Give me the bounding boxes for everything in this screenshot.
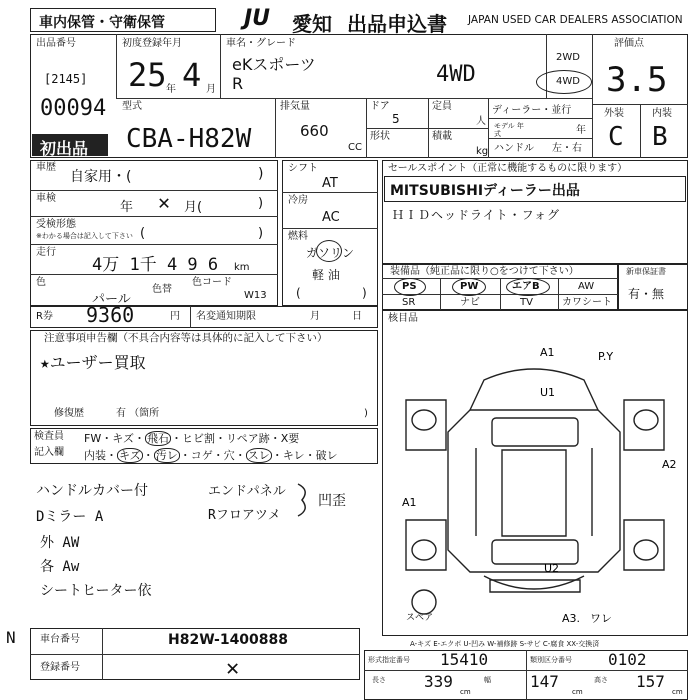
- damage-mark-crack: ワレ: [590, 612, 612, 625]
- inspection-close: ): [258, 196, 264, 211]
- vehicle-grade: R: [232, 74, 244, 93]
- lot-number: 00094: [40, 96, 107, 121]
- inspector-label-2: 記入欄: [34, 447, 64, 458]
- repair-close: ): [364, 408, 368, 419]
- chassis-label: 車台番号: [40, 634, 80, 645]
- inspector-row2-c1: キズ: [119, 449, 141, 462]
- repair-label: 修復歴: [54, 408, 84, 419]
- damage-mark-a3: A3.: [562, 612, 581, 625]
- cooler-value: AC: [322, 210, 340, 225]
- sales-points-line2: ＨＩＤヘッドライト・フォグ: [392, 208, 561, 222]
- rating-score: 3.5: [606, 60, 668, 100]
- doors-label: ドア: [370, 101, 390, 112]
- color-code: W13: [244, 290, 267, 301]
- cc-unit: CC: [348, 142, 362, 153]
- registration-year-unit: 年: [166, 84, 176, 95]
- acceptance-label: 受検形態: [36, 219, 76, 230]
- person-unit: 人: [476, 116, 486, 127]
- shape-label: 形状: [370, 131, 390, 142]
- new-warranty-label: 新車保証書: [626, 267, 666, 276]
- mileage-label: 走行: [36, 247, 56, 258]
- repair-value: 有 （箇所: [116, 408, 160, 419]
- color-code-label: 色コード: [192, 277, 232, 288]
- model-year-unit: 年: [576, 125, 586, 136]
- height-value: 157: [636, 672, 665, 691]
- load-label: 積載: [432, 131, 452, 142]
- car-damage-diagram: [384, 340, 686, 636]
- history-value: 自家用・(: [70, 169, 132, 185]
- chassis-side-mark: N: [6, 628, 16, 647]
- rating-interior: B: [652, 122, 668, 152]
- lot-label: 出品番号: [36, 38, 76, 49]
- handwritten-left-4: 各 Aw: [40, 559, 80, 575]
- sales-points-line1: MITSUBISHIディーラー出品: [390, 183, 580, 199]
- fuel-paren-open: (: [296, 286, 301, 300]
- handle-value: 左・右: [552, 143, 582, 154]
- mileage-value: 4万 1千 4 9 6: [92, 255, 219, 275]
- history-label: 車歴: [36, 162, 56, 173]
- rating-exterior-label: 外装: [604, 108, 624, 119]
- damage-legend: A-キズ E-エクボ U-凹み W-補修跡 S-サビ C-腐食 XX-交換済: [410, 640, 600, 648]
- inspector-label-1: 検査員: [34, 431, 64, 442]
- height-unit: cm: [672, 688, 683, 696]
- notes-line1: ★ユーザー買取: [40, 353, 146, 372]
- category-value: 0102: [608, 650, 647, 669]
- inspection-mark: ✕: [158, 190, 171, 214]
- handwritten-bracket: [296, 480, 318, 520]
- ju-logo: [244, 6, 288, 32]
- chassis-value: H82W-1400888: [168, 632, 289, 648]
- dealer-parallel: ディーラー・並行: [492, 105, 572, 116]
- sales-points-label: セールスポイント（正常に機能するものに限ります）: [388, 163, 628, 174]
- inspector-row2-c2: 汚レ: [155, 449, 178, 462]
- inspector-row1-prefix: FW・キズ・: [84, 432, 145, 445]
- equip-ps-circle: [394, 278, 426, 296]
- fuel-gasoline: ガソリン: [306, 246, 355, 260]
- equip-airbag: エアB: [512, 281, 540, 292]
- notes-label: 注意事項申告欄（不具合内容等は具体的に記入して下さい）: [44, 332, 328, 344]
- equip-pw: PW: [460, 281, 479, 292]
- inspection-month: 月(: [184, 200, 203, 215]
- inspector-row2-mid2: ・コゲ・穴・: [179, 449, 246, 462]
- rating-exterior: C: [608, 122, 624, 152]
- doors-value: 5: [392, 112, 400, 126]
- inspector-row1: [84, 430, 299, 446]
- rating-interior-label: 内装: [652, 108, 672, 119]
- category-label: 類別区分番号: [530, 656, 572, 664]
- inspection-year-unit: 年: [120, 200, 134, 215]
- handwritten-right-2: Rフロアツメ: [208, 508, 281, 523]
- handwritten-left-1: ハンドルカバー付: [36, 483, 148, 499]
- handwritten-right-1: エンドパネル: [208, 484, 286, 499]
- mileage-unit: km: [234, 262, 250, 273]
- inspection-label: 車検: [36, 193, 56, 204]
- displacement-value: 660: [300, 122, 329, 140]
- drive-written: 4WD: [436, 62, 476, 87]
- registration-number-label: 登録番号: [40, 662, 80, 673]
- damage-mark-a2: A2: [662, 458, 677, 471]
- ju-logo-text: JU: [244, 6, 271, 31]
- drive-4wd-circle: [536, 70, 592, 94]
- fuel-paren-close: ): [362, 286, 367, 300]
- inspector-row2-mid: ・: [142, 449, 154, 462]
- registration-month-unit: 月: [206, 84, 216, 95]
- inspector-row2-rest: ・キレ・破レ: [271, 449, 338, 462]
- association-name: JAPAN USED CAR DEALERS ASSOCIATION: [468, 14, 683, 26]
- cooler-label: 冷房: [288, 195, 308, 206]
- registration-label: 初度登録年月: [122, 38, 182, 49]
- color-value: パール: [92, 292, 131, 307]
- registration-month: 4: [182, 56, 202, 94]
- inspector-row1-circled: 飛石: [146, 432, 169, 445]
- registration-number-value: ✕: [226, 656, 240, 681]
- damage-mark-a1-top: A1: [540, 346, 555, 359]
- equip-tv: TV: [520, 297, 533, 308]
- acceptance-open: (: [140, 226, 146, 241]
- handle-label: ハンドル: [494, 143, 534, 154]
- width-value: 147: [530, 672, 559, 691]
- equipment-label: 装備品（純正品に限り○をつけて下さい）: [390, 266, 579, 277]
- storage-badge: [30, 8, 216, 32]
- inspector-row2: [84, 447, 338, 463]
- inspector-row2-c3: スレ: [247, 449, 270, 462]
- lot-bracket-code: [2145]: [44, 72, 88, 86]
- damage-mark-u2: U2: [544, 562, 560, 575]
- equip-kawa-seat: カワシート: [562, 297, 612, 308]
- storage-badge-text: 車内保管・守衛保管: [39, 15, 165, 31]
- form-title: 出品申込書: [347, 12, 447, 36]
- equip-sr: SR: [402, 297, 416, 308]
- notice-label: 名変通知期限: [196, 311, 256, 322]
- length-unit: cm: [460, 688, 471, 696]
- model-year-label: モデル 年式: [494, 122, 524, 138]
- fuel-diesel: 軽 油: [312, 268, 340, 282]
- notice-day: 日: [352, 311, 362, 322]
- capacity-label: 定員: [432, 101, 452, 112]
- first-listing-badge: [32, 134, 108, 156]
- inspector-row2-prefix: 内装・: [84, 449, 117, 462]
- registration-year: 25: [128, 56, 167, 94]
- model-label: 型式: [122, 101, 142, 112]
- model-value: CBA-H82W: [126, 124, 252, 154]
- recycle-yen: 円: [170, 311, 180, 322]
- recycle-amount: 9360: [86, 303, 135, 327]
- equip-airbag-circle: [506, 278, 550, 296]
- length-label: 長さ: [372, 676, 386, 684]
- damage-mark-py: P.Y: [598, 350, 614, 363]
- shift-label: シフト: [288, 163, 318, 174]
- color-change-label: 色替: [152, 284, 172, 295]
- handwritten-left-3: 外 AW: [40, 535, 80, 551]
- shift-value: AT: [322, 176, 338, 191]
- width-label: 幅: [484, 676, 491, 684]
- first-listing-text: 初出品: [40, 139, 89, 158]
- damage-mark-u1: U1: [540, 386, 556, 399]
- damage-mark-a1-left: A1: [402, 496, 417, 509]
- width-unit: cm: [572, 688, 583, 696]
- acceptance-close: ): [258, 226, 264, 241]
- org-name: 愛知: [292, 12, 332, 36]
- kg-unit: kg: [476, 146, 489, 157]
- handwritten-bracket-note: 凹歪: [318, 493, 346, 509]
- drive-option-2wd[interactable]: 2WD: [556, 52, 580, 63]
- stock-label: 核目品: [388, 313, 418, 324]
- rating-label: 評価点: [614, 38, 644, 49]
- model-cert-label: 形式指定番号: [368, 656, 410, 664]
- new-warranty-value: 有・無: [628, 287, 665, 301]
- handwritten-left-2: Dミラー A: [36, 509, 104, 525]
- equip-navi: ナビ: [460, 297, 480, 308]
- vehicle-name: eKスポーツ: [232, 55, 316, 74]
- displacement-label: 排気量: [280, 101, 310, 112]
- notice-month: 月: [310, 311, 320, 322]
- fuel-label: 燃料: [288, 231, 308, 242]
- handwritten-left-5: シートヒーター依: [40, 583, 152, 599]
- height-label: 高さ: [594, 676, 608, 684]
- recycle-label: R券: [36, 311, 53, 322]
- drive-option-4wd[interactable]: 4WD: [556, 76, 580, 87]
- inspector-row1-rest: ・ヒビ割・リペア跡・X要: [170, 432, 300, 445]
- length-value: 339: [424, 672, 453, 691]
- model-cert-value: 15410: [440, 650, 489, 669]
- color-label: 色: [36, 277, 46, 288]
- equip-pw-circle: [452, 278, 486, 296]
- history-close: ): [258, 166, 264, 182]
- equip-ps: PS: [402, 281, 417, 292]
- equip-aw: AW: [578, 281, 595, 292]
- acceptance-note: ※わかる場合は記入して下さい: [36, 232, 133, 240]
- vehicle-name-label: 車名・グレード: [226, 38, 296, 49]
- spare-label: スペア: [406, 613, 434, 623]
- fuel-gasoline-circle: [316, 240, 342, 262]
